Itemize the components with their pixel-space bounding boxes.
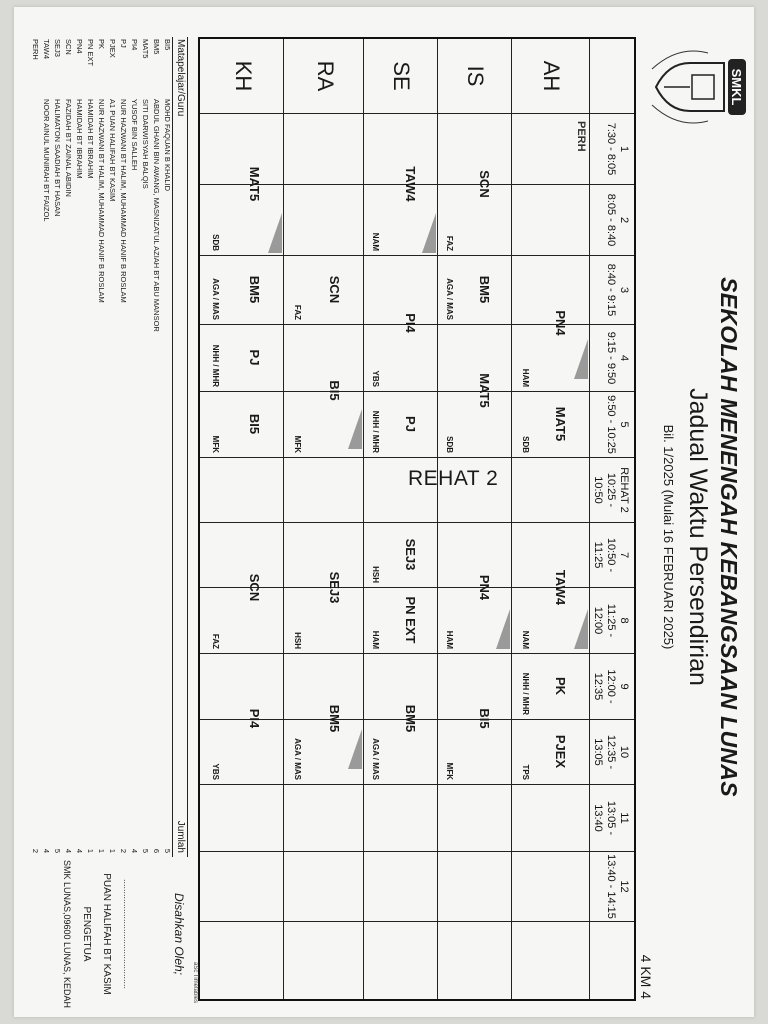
lesson-subject: TAW4	[553, 569, 568, 606]
lesson-teacher: NAM	[521, 630, 530, 649]
legend-row: PJEX A1 PUAN HALIFAH BT KASIM 1	[108, 39, 117, 853]
lesson-teacher: HSH	[293, 632, 302, 649]
software-credit: aSc Timetables	[192, 962, 198, 1004]
period-number: 1	[618, 145, 630, 153]
period-time: 11:25 - 12:00	[592, 603, 617, 638]
legend-header	[172, 37, 188, 857]
lesson-subject: BM5	[477, 275, 492, 304]
period-number: 4	[618, 354, 630, 362]
break-label: REHAT 2	[408, 467, 499, 490]
signature-block	[18, 859, 188, 1009]
class-code: 4 KM 4	[638, 954, 654, 999]
lesson-subject: SCN	[247, 573, 262, 602]
period-time: 9:15 - 9:50	[605, 331, 617, 385]
school-address: SMK LUNAS,09600 LUNAS, KEDAH	[62, 859, 72, 1009]
lesson-subject: PI4	[403, 313, 418, 333]
period-number: 5	[618, 421, 630, 428]
lesson-teacher: NHH / MHR	[371, 410, 380, 453]
lesson-subject: BI5	[247, 413, 262, 435]
legend-row: PN EXT HAMIDAH BT IBRAHIM 1	[86, 39, 95, 853]
legend-row: TAW4 NOOR AINUL MUNIRAH BT FAIZOL 4	[42, 39, 51, 853]
period-time: 10:25 - 10:50	[592, 472, 617, 508]
lesson-teacher: FAZ	[293, 304, 302, 320]
day-label-kh: KH	[231, 60, 256, 92]
lesson-teacher: FAZ	[211, 633, 220, 649]
period-number: 2	[618, 216, 630, 224]
legend-row: BM5 ABDUL GHANI BIN AWANG, MASNIZATUL AZIAH BT ABU MANSOR 6	[152, 39, 161, 853]
lesson-teacher: MFK	[211, 435, 220, 453]
lesson-subject: MAT5	[477, 373, 492, 408]
legend-row: PI4 YUSOF BIN SALLEH 4	[130, 39, 139, 853]
lesson-teacher: SDB	[521, 436, 530, 453]
period-number: 10	[618, 745, 630, 759]
legend-row: SEJ3 HALIMATON SAADIAH BT HASAN 5	[53, 39, 62, 853]
lesson-teacher: MFK	[445, 762, 454, 780]
lesson-subject: BM5	[327, 704, 342, 733]
lesson-subject: SEJ3	[327, 571, 342, 604]
lesson-teacher: AGA / MAS	[211, 278, 220, 320]
day-label-ra: RA	[313, 60, 338, 92]
period-number: 3	[618, 286, 630, 294]
lesson-subject: BI5	[327, 380, 342, 401]
legend-row: PK NUR HAZWANI BT HALIM, MUHAMMAD HANIF B ROSLAM 1	[97, 39, 106, 853]
period-time: 10:50 - 11:25	[592, 537, 617, 573]
period-time: 9:50 - 10:25	[605, 395, 617, 454]
legend-row: MAT5 SITI DARWISYAH BALQIS 5	[141, 39, 150, 853]
day-label-ah: AH	[539, 60, 564, 92]
lesson-teacher: YBS	[211, 763, 220, 780]
lesson-subject: PJ	[403, 416, 418, 432]
timetable-grid	[198, 37, 636, 1001]
lesson-teacher: HAM	[371, 630, 380, 649]
approved-by-label: Disahkan Oleh;	[172, 892, 186, 976]
lesson-teacher: NAM	[371, 232, 380, 251]
period-number: 8	[618, 617, 630, 624]
period-time: 12:00 - 12:35	[592, 669, 617, 704]
lesson-teacher: TPS	[521, 764, 530, 780]
period-time: 12:35 - 13:05	[592, 734, 617, 770]
lesson-teacher: AGA / MAS	[371, 738, 380, 780]
page-subtitle: Jadual Waktu Persendirian	[684, 388, 712, 686]
period-time: 13:40 - 14:15	[605, 854, 617, 919]
period-time: 8:40 - 9:15	[605, 263, 617, 317]
principal-role: PENGETUA	[81, 906, 92, 962]
lesson-teacher: SDB	[211, 234, 220, 251]
day-label-se: SE	[389, 61, 414, 91]
legend-row: BI5 MOHD FAQUAN B KHALID 5	[163, 39, 172, 853]
lesson-subject: MAT5	[553, 406, 568, 442]
lesson-teacher: NHH / MHR	[521, 672, 530, 715]
lesson-teacher: YBS	[371, 370, 380, 387]
lesson-subject: BM5	[247, 275, 262, 304]
legend-row: SCN FAZIDAH BT ZAINAL ABIDIN 4	[64, 39, 73, 853]
lesson-teacher: HSH	[371, 566, 380, 583]
lesson-subject: PK	[553, 676, 568, 696]
lesson-subject: SCN	[327, 275, 342, 304]
subject-teacher-legend	[18, 37, 188, 857]
legend-row: PERH 2	[31, 39, 40, 853]
period-time: 13:05 - 13:40	[592, 800, 617, 836]
lesson-teacher: FAZ	[445, 235, 454, 251]
lesson-subject: TAW4	[403, 166, 418, 202]
legend-heading: Matapelajar/Guru	[175, 39, 186, 117]
legend-row: PN4 HAMIDAH BT IBRAHIM 4	[75, 39, 84, 853]
lesson-subject: PJEX	[553, 734, 568, 769]
perh-note: PERH	[575, 121, 587, 152]
lesson-teacher: SDB	[445, 436, 454, 453]
principal-name: PUAN HALIFAH BT KASIM	[101, 873, 112, 995]
lesson-subject: BM5	[403, 704, 418, 733]
reference-number: Bil. 1/2025 (Mulai 16 FEBRUARI 2025)	[661, 424, 676, 650]
period-number: 7	[618, 551, 630, 559]
period-time: 8:05 - 8:40	[605, 193, 617, 247]
lesson-subject: PJ	[247, 349, 262, 366]
lesson-teacher: NHH / MHR	[211, 344, 220, 387]
period-number: REHAT 2	[618, 467, 630, 513]
legend-count-heading: Jumlah	[175, 820, 186, 853]
lesson-subject: SCN	[477, 170, 492, 198]
lesson-teacher: MFK	[293, 435, 302, 453]
lesson-teacher: HAM	[521, 368, 530, 387]
day-label-is: IS	[463, 65, 488, 87]
period-number: 11	[618, 812, 630, 824]
page-title: SEKOLAH MENENGAH KEBANGSAAN LUNAS	[716, 277, 742, 797]
lesson-teacher: AGA / MAS	[293, 738, 302, 780]
legend-row: PJ NUR HAZWANI BT HALIM, MUHAMMAD HANIF B ROSLAM 2	[119, 39, 128, 853]
signature-line: ............................................	[122, 878, 132, 990]
period-time: 7:30 - 8:05	[605, 122, 617, 176]
lesson-subject: PI4	[247, 708, 262, 729]
lesson-subject: SEJ3	[403, 538, 418, 571]
school-logo	[638, 39, 748, 135]
period-number: 12	[618, 880, 630, 893]
lesson-subject: BI5	[477, 708, 492, 729]
period-number: 9	[618, 683, 630, 690]
lesson-subject: PN4	[553, 310, 568, 336]
lesson-teacher: HAM	[445, 630, 454, 649]
lesson-teacher: AGA / MAS	[445, 278, 454, 320]
lesson-subject: PN4	[477, 574, 492, 601]
logo-text: SMKL	[729, 68, 744, 106]
timetable-sheet	[14, 7, 754, 1017]
lesson-subject: MAT5	[247, 166, 262, 202]
lesson-subject: PN EXT	[403, 596, 418, 644]
